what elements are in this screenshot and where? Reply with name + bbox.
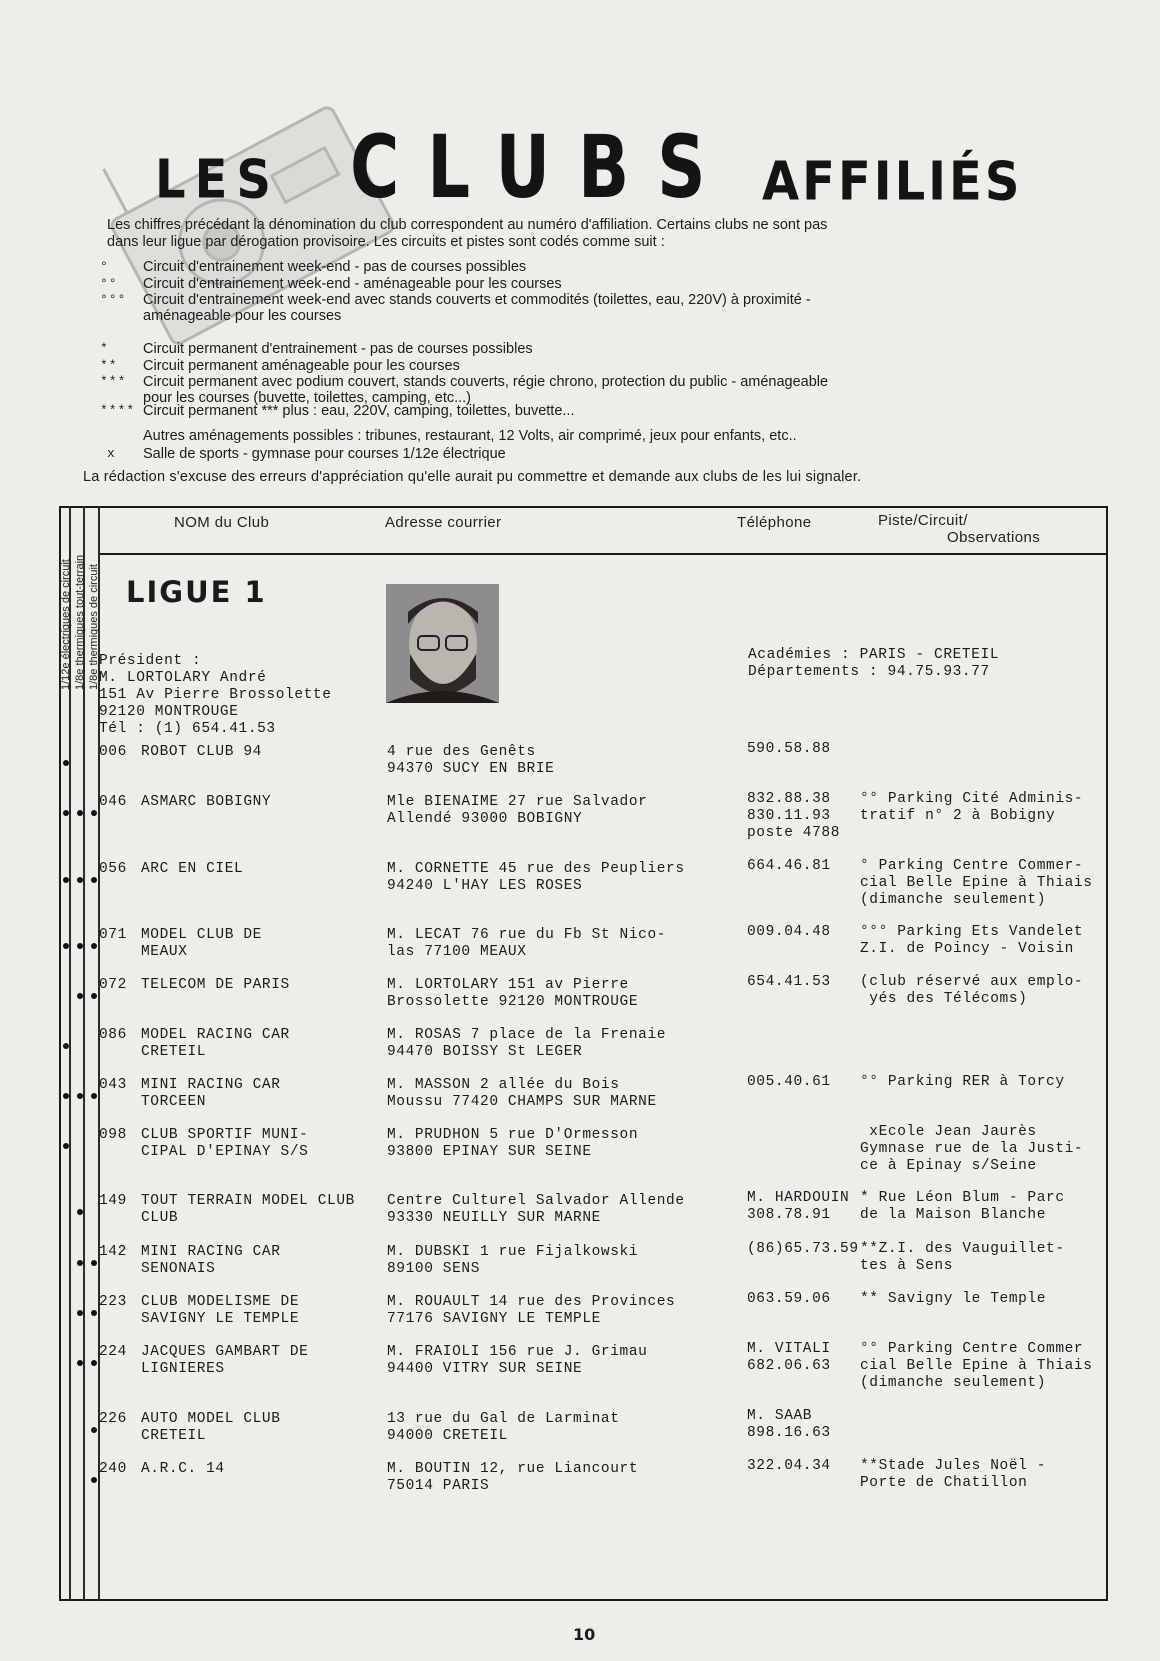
club-observation: °° Parking Centre Commer (860, 1341, 1084, 1357)
club-phone: 322.04.34 (747, 1458, 831, 1474)
category-dot (77, 1209, 83, 1215)
category-dot (63, 1093, 69, 1099)
side-label-1: 1/12e électriques de circuit (60, 559, 72, 690)
side-label-3: 1/8e thermiques de circuit (88, 564, 100, 690)
legend-code: ** (100, 358, 118, 373)
club-name: LIGNIERES (141, 1361, 225, 1377)
club-address: M. ROSAS 7 place de la Frenaie (387, 1027, 667, 1043)
category-dot (77, 993, 83, 999)
club-phone: 832.88.38 (747, 791, 831, 807)
club-observation: xEcole Jean Jaurès (860, 1124, 1037, 1140)
club-phone: 898.16.63 (747, 1425, 831, 1441)
club-address: 94000 CRETEIL (387, 1428, 508, 1444)
category-dot (91, 1427, 97, 1433)
club-address: Brossolette 92120 MONTROUGE (387, 994, 639, 1010)
club-number: 224 (99, 1344, 127, 1360)
gym-text: Salle de sports - gymnase pour courses 1/12e électrique (143, 446, 506, 462)
club-number: 098 (99, 1127, 127, 1143)
club-name: MEAUX (141, 944, 188, 960)
club-observation: Z.I. de Poincy - Voisin (860, 941, 1074, 957)
club-name: MODEL RACING CAR (141, 1027, 290, 1043)
legend-text-continued: aménageable pour les courses (143, 308, 342, 324)
club-number: 086 (99, 1027, 127, 1043)
club-address: 93330 NEUILLY SUR MARNE (387, 1210, 601, 1226)
category-dot (91, 1477, 97, 1483)
club-name: ARC EN CIEL (141, 861, 244, 877)
header-adresse: Adresse courrier (385, 514, 502, 531)
club-address: M. LECAT 76 rue du Fb St Nico- (387, 927, 667, 943)
club-name: TOUT TERRAIN MODEL CLUB (141, 1193, 355, 1209)
club-observation: ce à Epinay s/Seine (860, 1158, 1037, 1174)
club-name: AUTO MODEL CLUB (141, 1411, 281, 1427)
category-dot (77, 1310, 83, 1316)
header-telephone: Téléphone (737, 514, 812, 531)
club-address: 94240 L'HAY LES ROSES (387, 878, 583, 894)
legend-text: Circuit d'entrainement week-end avec stands couverts et commodités (toilettes, eau, 220V) à proximité - (143, 292, 811, 308)
president-line: 92120 MONTROUGE (99, 704, 239, 720)
club-name: CIPAL D'EPINAY S/S (141, 1144, 309, 1160)
club-number: 226 (99, 1411, 127, 1427)
category-dot (91, 1093, 97, 1099)
category-dot (91, 877, 97, 883)
intro-line-2: dans leur ligue par dérogation provisoire. Les circuits et pistes sont codés comme suit : (107, 234, 665, 250)
club-address: M. LORTOLARY 151 av Pierre (387, 977, 629, 993)
legend-code: °°° (100, 292, 127, 307)
club-name: SAVIGNY LE TEMPLE (141, 1311, 300, 1327)
club-observation: **Z.I. des Vauguillet- (860, 1241, 1065, 1257)
club-number: 071 (99, 927, 127, 943)
header-divider (100, 553, 1108, 555)
page-number: 10 (573, 1625, 596, 1644)
club-address: 4 rue des Genêts (387, 744, 536, 760)
club-name: CRETEIL (141, 1428, 207, 1444)
club-name: CRETEIL (141, 1044, 207, 1060)
club-observation: tes à Sens (860, 1258, 954, 1274)
departements: Départements : 94.75.93.77 (748, 664, 990, 680)
legend-text: Circuit permanent avec podium couvert, stands couverts, régie chrono, protection du public - aménageable (143, 374, 829, 390)
club-observation: ** Savigny le Temple (860, 1291, 1047, 1307)
club-address: M. BOUTIN 12, rue Liancourt (387, 1461, 639, 1477)
legend-text: Circuit permanent aménageable pour les courses (143, 358, 460, 374)
club-name: CLUB (141, 1210, 179, 1226)
club-name: ROBOT CLUB 94 (141, 744, 262, 760)
side-label-2: 1/8e thermiques tout-terrain (74, 554, 86, 690)
club-number: 072 (99, 977, 127, 993)
category-dot (91, 810, 97, 816)
legend-code: *** (100, 374, 127, 389)
header-piste: Piste/Circuit/ (878, 512, 968, 529)
club-observation: cial Belle Epine à Thiais (860, 1358, 1093, 1374)
legend-text: Circuit permanent d'entrainement - pas de courses possibles (143, 341, 533, 357)
club-address: M. MASSON 2 allée du Bois (387, 1077, 620, 1093)
club-address: 89100 SENS (387, 1261, 481, 1277)
club-observation: ° Parking Centre Commer- (860, 858, 1084, 874)
president-line: 151 Av Pierre Brossolette (99, 687, 332, 703)
club-observation: (club réservé aux emplo- (860, 974, 1084, 990)
category-dot (91, 943, 97, 949)
club-observation: cial Belle Epine à Thiais (860, 875, 1093, 891)
header-nom: NOM du Club (174, 514, 270, 531)
category-dot (77, 1360, 83, 1366)
club-observation: °°° Parking Ets Vandelet (860, 924, 1084, 940)
category-dot (63, 877, 69, 883)
president-line: M. LORTOLARY André (99, 670, 267, 686)
club-phone: 009.04.48 (747, 924, 831, 940)
club-phone: 063.59.06 (747, 1291, 831, 1307)
club-name: TORCEEN (141, 1094, 207, 1110)
club-observation: **Stade Jules Noël - (860, 1458, 1047, 1474)
category-dot (77, 943, 83, 949)
legend-text: Circuit permanent *** plus : eau, 220V, camping, toilettes, buvette... (143, 403, 575, 419)
club-phone: 005.40.61 (747, 1074, 831, 1090)
club-address: M. FRAIOLI 156 rue J. Grimau (387, 1344, 648, 1360)
apology: La rédaction s'excuse des erreurs d'appréciation qu'elle aurait pu commettre et demande aux clubs de les lui signaler. (83, 469, 862, 485)
club-phone: M. VITALI (747, 1341, 831, 1357)
president-line: Tél : (1) 654.41.53 (99, 721, 276, 737)
club-address: M. PRUDHON 5 rue D'Ormesson (387, 1127, 639, 1143)
legend-code: **** (100, 403, 136, 418)
club-number: 046 (99, 794, 127, 810)
category-dot (91, 1360, 97, 1366)
category-dot (77, 877, 83, 883)
club-address: 94370 SUCY EN BRIE (387, 761, 555, 777)
club-phone: 590.58.88 (747, 741, 831, 757)
club-phone: poste 4788 (747, 825, 841, 841)
club-observation: (dimanche seulement) (860, 892, 1047, 908)
president-line: Président : (99, 653, 202, 669)
category-dot (63, 810, 69, 816)
club-address: M. ROUAULT 14 rue des Provinces (387, 1294, 676, 1310)
title-les: LES (155, 148, 280, 211)
club-number: 043 (99, 1077, 127, 1093)
category-dot (63, 943, 69, 949)
club-address: 94470 BOISSY St LEGER (387, 1044, 583, 1060)
club-phone: 308.78.91 (747, 1207, 831, 1223)
other-facilities: Autres aménagements possibles : tribunes, restaurant, 12 Volts, air comprimé, jeux pour enfants, etc.. (143, 428, 797, 444)
club-observation: (dimanche seulement) (860, 1375, 1047, 1391)
president-photo (386, 584, 499, 703)
club-number: 149 (99, 1193, 127, 1209)
club-phone: M. HARDOUIN (747, 1190, 850, 1206)
category-dot (91, 1260, 97, 1266)
club-observation: de la Maison Blanche (860, 1207, 1047, 1223)
club-name: ASMARC BOBIGNY (141, 794, 272, 810)
club-phone: 654.41.53 (747, 974, 831, 990)
club-phone: 830.11.93 (747, 808, 831, 824)
club-phone: 682.06.63 (747, 1358, 831, 1374)
intro-line-1: Les chiffres précédant la dénomination du club correspondent au numéro d'affiliation. Certains clubs ne sont pas (107, 217, 828, 233)
club-observation: Porte de Chatillon (860, 1475, 1028, 1491)
category-dot (63, 1043, 69, 1049)
title-affilies: AFFILIÉS (762, 150, 1023, 213)
category-dot (77, 1260, 83, 1266)
club-observation: yés des Télécoms) (860, 991, 1028, 1007)
club-number: 006 (99, 744, 127, 760)
club-address: Allendé 93000 BOBIGNY (387, 811, 583, 827)
club-name: JACQUES GAMBART DE (141, 1344, 309, 1360)
club-number: 223 (99, 1294, 127, 1310)
club-name: SENONAIS (141, 1261, 216, 1277)
club-address: las 77100 MEAUX (387, 944, 527, 960)
legend-code: ° (100, 259, 109, 274)
category-dot (91, 1310, 97, 1316)
club-address: 13 rue du Gal de Larminat (387, 1411, 620, 1427)
club-address: M. CORNETTE 45 rue des Peupliers (387, 861, 685, 877)
club-name: MODEL CLUB DE (141, 927, 262, 943)
legend-text: Circuit d'entrainement week-end - aménageable pour les courses (143, 276, 562, 292)
club-address: 93800 EPINAY SUR SEINE (387, 1144, 592, 1160)
club-address: 77176 SAVIGNY LE TEMPLE (387, 1311, 601, 1327)
gym-code: x (107, 446, 116, 461)
club-number: 056 (99, 861, 127, 877)
club-observation: °° Parking RER à Torcy (860, 1074, 1065, 1090)
academies: Académies : PARIS - CRETEIL (748, 647, 1000, 663)
club-name: CLUB MODELISME DE (141, 1294, 300, 1310)
category-dot (77, 810, 83, 816)
club-address: 75014 PARIS (387, 1478, 490, 1494)
category-dot (77, 1093, 83, 1099)
legend-text-continued: pour les courses (buvette, toilettes, camping, etc...) (143, 390, 472, 406)
club-number: 142 (99, 1244, 127, 1260)
club-address: M. DUBSKI 1 rue Fijalkowski (387, 1244, 639, 1260)
club-observation: tratif n° 2 à Bobigny (860, 808, 1056, 824)
ligue-title: LIGUE 1 (126, 575, 267, 609)
category-dot (63, 760, 69, 766)
title-clubs: CLUBS (350, 118, 734, 218)
club-address: 94400 VITRY SUR SEINE (387, 1361, 583, 1377)
club-address: Moussu 77420 CHAMPS SUR MARNE (387, 1094, 657, 1110)
club-name: MINI RACING CAR (141, 1077, 281, 1093)
club-phone: (86)65.73.59 (747, 1241, 859, 1257)
club-observation: Gymnase rue de la Justi- (860, 1141, 1084, 1157)
club-phone: 664.46.81 (747, 858, 831, 874)
club-name: MINI RACING CAR (141, 1244, 281, 1260)
category-dot (91, 993, 97, 999)
legend-code: * (100, 341, 109, 356)
legend-code: °° (100, 276, 118, 291)
club-name: TELECOM DE PARIS (141, 977, 290, 993)
category-dot (63, 1143, 69, 1149)
club-address: Centre Culturel Salvador Allende (387, 1193, 685, 1209)
legend-text: Circuit d'entrainement week-end - pas de courses possibles (143, 259, 527, 275)
club-name: A.R.C. 14 (141, 1461, 225, 1477)
club-observation: °° Parking Cité Adminis- (860, 791, 1084, 807)
club-number: 240 (99, 1461, 127, 1477)
portrait-image (386, 584, 499, 703)
club-phone: M. SAAB (747, 1408, 813, 1424)
club-address: Mle BIENAIME 27 rue Salvador (387, 794, 648, 810)
club-name: CLUB SPORTIF MUNI- (141, 1127, 309, 1143)
header-observations: Observations (947, 529, 1041, 546)
club-observation: * Rue Léon Blum - Parc (860, 1190, 1065, 1206)
